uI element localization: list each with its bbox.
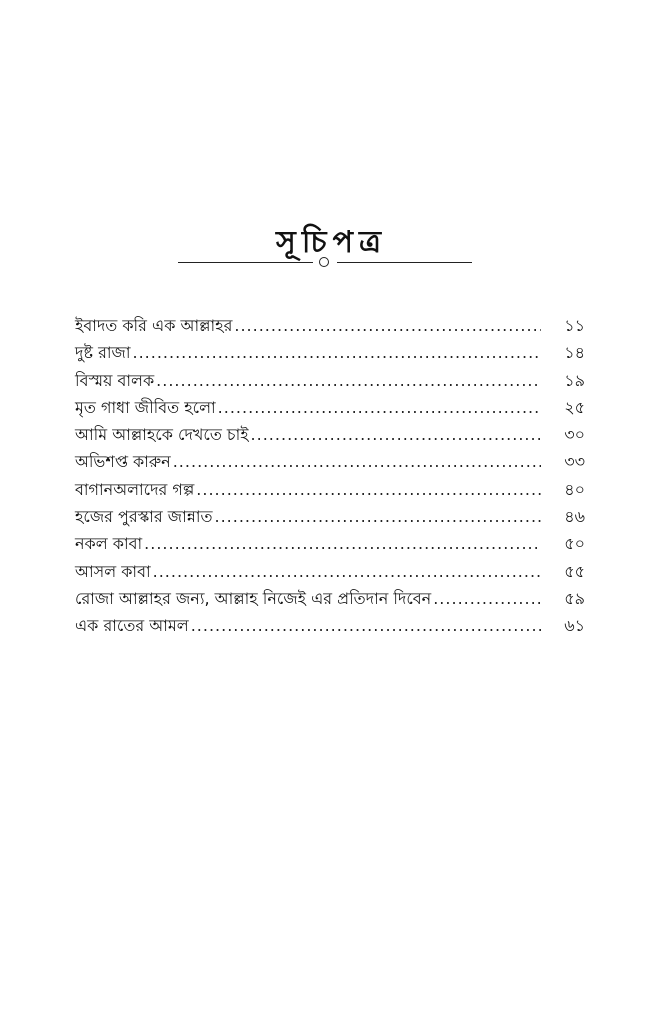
table-of-contents — [75, 312, 585, 640]
toc-entry — [75, 448, 585, 475]
toc-entry-title: হজের পুরস্কার জান্নাত — [75, 507, 213, 527]
toc-entry-page: ৩০ — [564, 425, 585, 445]
toc-entry-title: দুষ্ট রাজা — [75, 343, 131, 363]
title-ornament-divider — [178, 256, 472, 270]
toc-entry-title: অভিশপ্ত কারুন — [75, 452, 171, 472]
toc-entry — [75, 585, 585, 612]
toc-entry — [75, 476, 585, 503]
toc-entry — [75, 339, 585, 366]
toc-leader-dots — [156, 367, 541, 394]
divider-line-left — [178, 262, 313, 263]
toc-entry — [75, 558, 585, 585]
toc-entry-page: ৩৩ — [564, 452, 585, 472]
toc-entry — [75, 503, 585, 530]
toc-entry-title: বিস্ময় বালক — [75, 370, 155, 390]
toc-entry-page: ১৯ — [564, 370, 585, 390]
toc-entry — [75, 612, 585, 639]
toc-entry — [75, 394, 585, 421]
toc-entry-page: ৫৫ — [564, 561, 585, 581]
toc-entry — [75, 312, 585, 339]
toc-entry — [75, 367, 585, 394]
toc-entry-page: ৪০ — [564, 479, 585, 499]
toc-leader-dots — [251, 421, 541, 448]
divider-circle-icon — [319, 257, 329, 267]
toc-leader-dots — [196, 476, 541, 503]
toc-entry-title: বাগানঅলাদের গল্প — [75, 479, 195, 499]
toc-entry-page: ৬১ — [564, 616, 585, 636]
toc-entry-title: এক রাতের আমল — [75, 616, 189, 636]
toc-entry — [75, 421, 585, 448]
divider-line-right — [337, 262, 472, 263]
toc-leader-dots — [132, 339, 541, 366]
toc-entry-title: আসল কাবা — [75, 561, 151, 581]
toc-entry-title: নকল কাবা — [75, 534, 143, 554]
toc-leader-dots — [144, 530, 541, 557]
toc-entry-page: ৫৯ — [564, 588, 585, 608]
toc-leader-dots — [153, 558, 541, 585]
page-title: সূচিপত্র — [276, 225, 387, 261]
toc-entry-page: ৪৬ — [564, 507, 585, 527]
toc-entry-title: আমি আল্লাহকে দেখতে চাই — [75, 425, 249, 445]
toc-leader-dots — [173, 448, 541, 475]
toc-leader-dots — [191, 612, 541, 639]
toc-entry-title: মৃত গাধা জীবিত হলো — [75, 397, 216, 417]
toc-entry-title: রোজা আল্লাহর জন্য, আল্লাহ নিজেই এর প্রতিদান দিবেন — [75, 588, 432, 608]
toc-leader-dots — [215, 503, 542, 530]
toc-leader-dots — [218, 394, 541, 421]
toc-entry-page: ৫০ — [564, 534, 585, 554]
toc-entry-page: ১৪ — [564, 343, 585, 363]
toc-entry — [75, 530, 585, 557]
toc-entry-page: ২৫ — [564, 397, 585, 417]
toc-leader-dots — [234, 312, 541, 339]
toc-entry-page: ১১ — [564, 316, 585, 335]
toc-leader-dots — [433, 585, 541, 612]
toc-entry-title: ইবাদত করি এক আল্লাহর — [75, 316, 233, 335]
